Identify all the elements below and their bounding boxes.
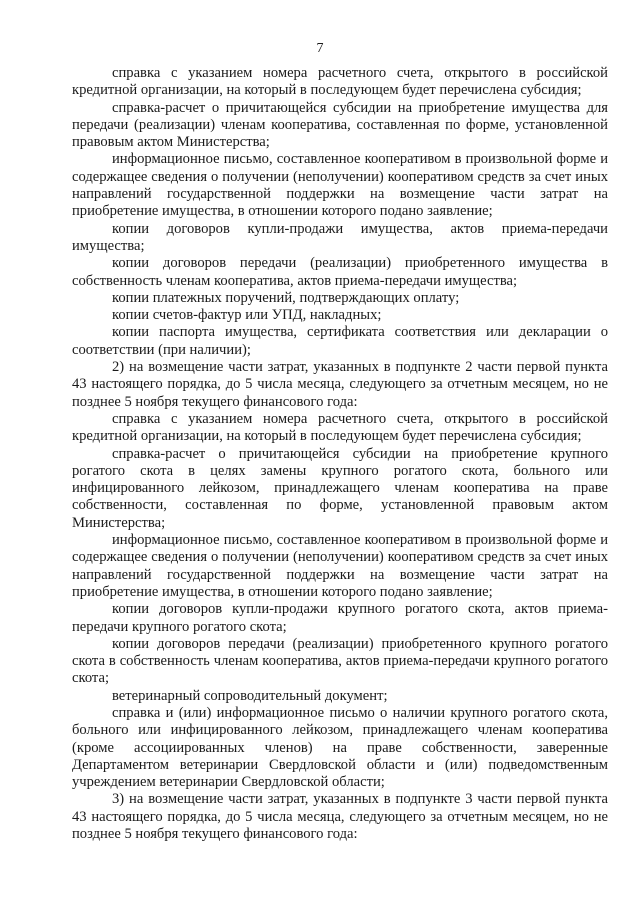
paragraph: информационное письмо, составленное кооперативом в произвольной форме и содержащее сведения о получении (неполучении) кооперативом средств за счет иных направлений государственной поддержки на возмещение части затрат на приобретение имущества, в отношении которого подано заявление;	[72, 151, 608, 220]
paragraph: копии счетов-фактур или УПД, накладных;	[112, 307, 382, 324]
paragraph: копии платежных поручений, подтверждающих оплату;	[112, 289, 460, 306]
paragraph: копии договоров купли-продажи крупного рогатого скота, актов приема-передачи крупного рогатого скота;	[72, 601, 608, 635]
paragraph: справка с указанием номера расчетного счета, открытого в российской кредитной организации, на который в последующем будет перечислена субсидия;	[72, 65, 608, 99]
paragraph: информационное письмо, составленное кооперативом в произвольной форме и содержащее сведения о получении (неполучении) кооперативом средств за счет иных направлений государственной поддержки на возмещение части затрат на приобретение имущества, в отношении которого подано заявление;	[72, 532, 608, 600]
paragraph: 2) на возмещение части затрат, указанных в подпункте 2 части первой пункта 43 настоящего порядка, до 5 числа месяца, следующего за отчетным месяцем, но не позднее 5 ноября текущего финансового года:	[72, 359, 608, 410]
paragraph: 3) на возмещение части затрат, указанных в подпункте 3 части первой пункта 43 настоящего порядка, до 5 числа месяца, следующего за отчетным месяцем, но не позднее 5 ноября текущего финансового года:	[72, 791, 608, 843]
paragraph: копии паспорта имущества, сертификата соответствия или декларации о соответствии (при наличии);	[72, 324, 608, 358]
paragraph: справка-расчет о причитающейся субсидии на приобретение крупного рогатого скота в целях замены крупного рогатого скота, больного или инфицированного лейкозом, принадлежащего членам кооператива на праве собственности, составленная по форме, установленной правовым актом Министерства;	[72, 445, 608, 531]
paragraph: копии договоров передачи (реализации) приобретенного имущества в собственность членам кооператива, актов приема-передачи имущества;	[72, 255, 608, 289]
paragraph: копии договоров передачи (реализации) приобретенного крупного рогатого скота в собственность членам кооператива, актов приема-передачи крупного рогатого скота;	[72, 635, 608, 687]
document-body	[72, 65, 608, 843]
paragraph: справка-расчет о причитающейся субсидии на приобретение имущества для передачи (реализации) членам кооператива, составленная по форме, установленной правовым актом Министерства;	[72, 99, 608, 151]
paragraph: справка и (или) информационное письмо о наличии крупного рогатого скота, больного или инфицированного лейкозом, принадлежащего членам кооператива (кроме ассоциированных членов) на праве собственности, заверенные Департаментом ветеринарии Свердловской области и (или) подведомственным учреждением ветеринарии Свердловской области;	[72, 704, 608, 791]
paragraph: справка с указанием номера расчетного счета, открытого в российской кредитной организации, на который в последующем будет перечислена субсидия;	[72, 410, 608, 445]
paragraph: ветеринарный сопроводительный документ;	[112, 687, 388, 704]
page-number: 7	[316, 41, 324, 56]
paragraph: копии договоров купли-продажи имущества, актов приема-передачи имущества;	[72, 220, 608, 254]
